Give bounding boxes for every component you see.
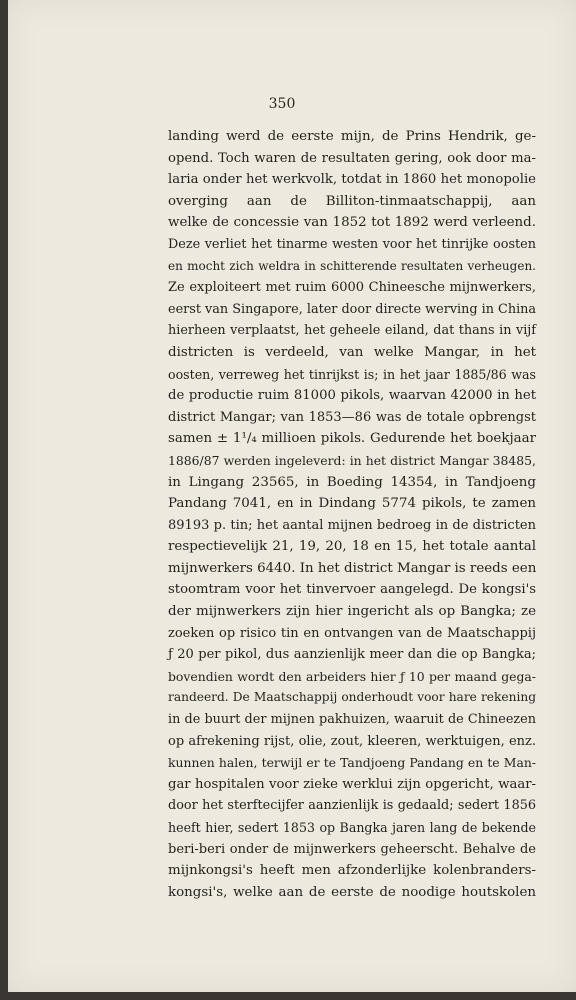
- text-line: kongsi's, welke aan de eerste de noodige houtskolen: [168, 884, 536, 900]
- text-line: Pandang 7041, en in Dindang 5774 pikols, te zamen: [168, 496, 536, 512]
- text-line: 1886/87 werden ingeleverd: in het district Mangar 38485,: [168, 452, 536, 468]
- book-page: [8, 0, 576, 992]
- text-line: beri-beri onder de mijnwerkers geheerscht. Behalve de: [168, 841, 536, 857]
- text-line: randeerd. De Maatschappij onderhoudt voor hare rekening: [168, 690, 536, 705]
- text-line: in de buurt der mijnen pakhuizen, waaruit de Chineezen: [168, 712, 536, 728]
- text-line: hierheen verplaatst, het geheele eiland, dat thans in vijf: [168, 323, 536, 339]
- text-line: samen ± 1¹/₄ millioen pikols. Gedurende het boekjaar: [168, 431, 536, 447]
- text-line: kunnen halen, terwijl er te Tandjoeng Pandang en te Man-: [168, 755, 536, 771]
- text-line: Deze verliet het tinarme westen voor het tinrijke oosten: [168, 236, 536, 252]
- text-line: Ze exploiteert met ruim 6000 Chineesche mijnwerkers,: [168, 280, 536, 296]
- body-text: [168, 126, 536, 903]
- text-line: districten is verdeeld, van welke Mangar, in het: [168, 344, 536, 360]
- text-line: in Lingang 23565, in Boeding 14354, in Tandjoeng: [168, 474, 536, 490]
- text-line: respectievelijk 21, 19, 20, 18 en 15, het totale aantal: [168, 539, 536, 555]
- page-number: 350: [268, 96, 296, 112]
- text-line: heeft hier, sedert 1853 op Bangka jaren lang de bekende: [168, 820, 536, 835]
- text-line: mijnkongsi's heeft men afzonderlijke kolenbranders-: [168, 863, 536, 879]
- text-line: oosten, verreweg het tinrijkst is; in het jaar 1885/86 was: [168, 366, 536, 382]
- text-line: eerst van Singapore, later door directe werving in China: [168, 301, 537, 317]
- text-line: de productie ruim 81000 pikols, waarvan 42000 in het: [168, 388, 536, 404]
- text-line: welke de concessie van 1852 tot 1892 werd verleend.: [168, 215, 536, 231]
- text-line: en mocht zich weldra in schitterende resultaten verheugen.: [168, 258, 536, 273]
- text-line: landing werd de eerste mijn, de Prins Hendrik, ge-: [168, 129, 536, 144]
- text-line: 89193 p. tin; het aantal mijnen bedroeg in de districten: [168, 517, 536, 533]
- text-line: overging aan de Billiton-tinmaatschappij, aan: [168, 193, 536, 209]
- text-line: door het sterftecijfer aanzienlijk is gedaald; sedert 1856: [168, 798, 536, 814]
- text-line: district Mangar; van 1853—86 was de totale opbrengst: [168, 409, 536, 425]
- text-line: laria onder het werkvolk, totdat in 1860 het monopolie: [168, 172, 536, 188]
- text-line: bovendien wordt den arbeiders hier ƒ 10 per maand gega-: [168, 668, 536, 684]
- text-line: ƒ 20 per pikol, dus aanzienlijk meer dan die op Bangka;: [168, 647, 536, 663]
- text-line: der mijnwerkers zijn hier ingericht als op Bangka; ze: [168, 604, 536, 620]
- text-line: op afrekening rijst, olie, zout, kleeren, werktuigen, enz.: [168, 733, 536, 749]
- text-line: mijnwerkers 6440. In het district Mangar is reeds een: [168, 560, 537, 576]
- text-line: opend. Toch waren de resultaten gering, ook door ma-: [168, 150, 536, 166]
- text-line: gar hospitalen voor zieke werklui zijn opgericht, waar-: [168, 776, 536, 792]
- text-line: stoomtram voor het tinvervoer aangelegd. De kongsi's: [168, 582, 536, 598]
- text-line: zoeken op risico tin en ontvangen van de Maatschappij: [168, 625, 536, 641]
